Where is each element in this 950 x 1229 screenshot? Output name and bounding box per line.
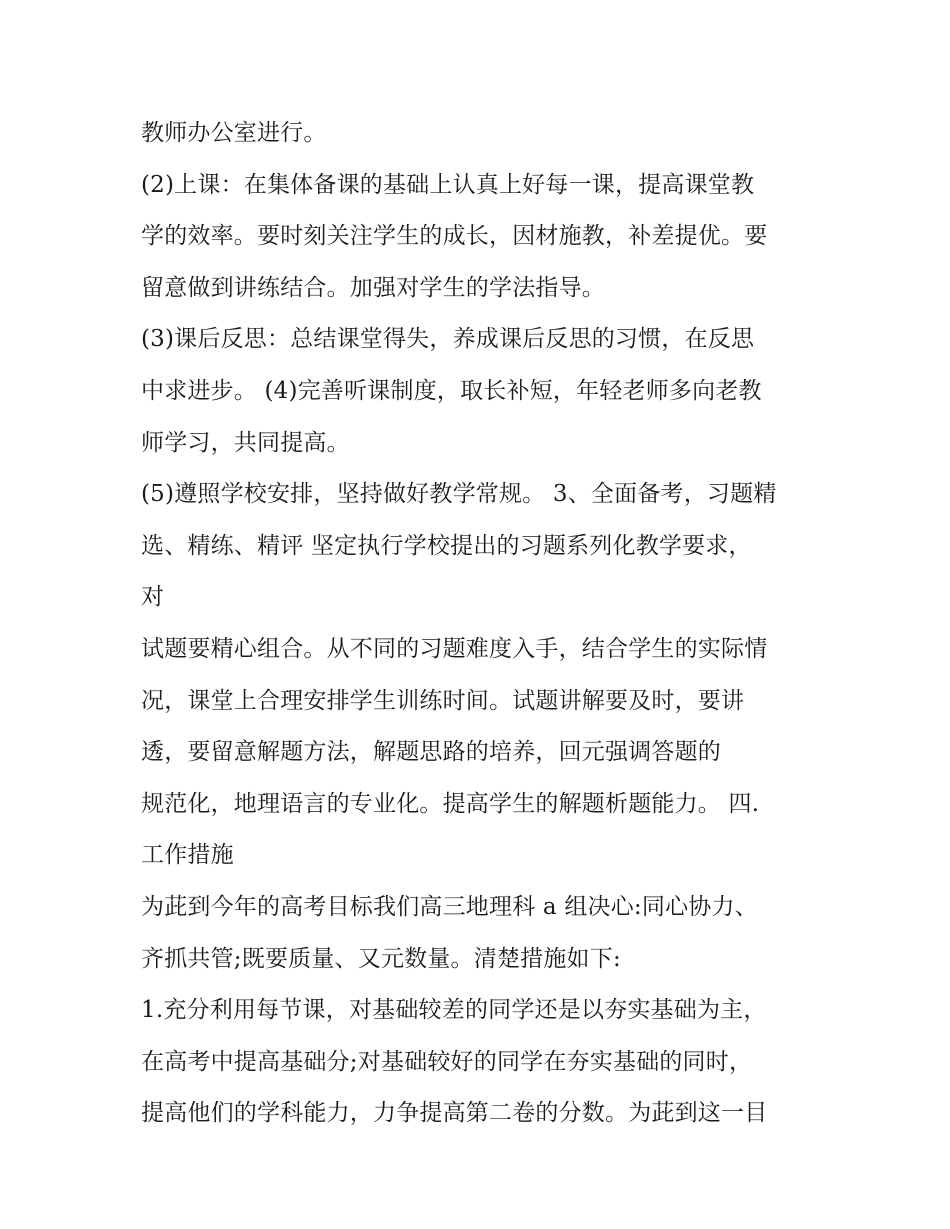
text-line: 对 [141, 584, 165, 611]
text-line: 1.充分利用每节课，对基础较差的同学还是以夯实基础为主， [141, 997, 767, 1024]
text-line: 提高他们的学科能力，力争提高第二卷的分数。为茈到这一目 [141, 1100, 768, 1127]
text-line: (2)上课：在集体备课的基础上认真上好每一课，提高课堂教 [141, 171, 755, 198]
text-line: 师学习，共同提高。 [141, 429, 350, 456]
text-line: 教师办公室进行。 [141, 120, 327, 146]
document-body [141, 108, 841, 1140]
text-line: (5)遵照学校安排，坚持做好教学常规。 3、全面备考，习题精 [141, 481, 777, 508]
text-line: (3)课后反思：总结课堂得失，养成课后反思的习惯，在反思 [141, 326, 755, 353]
text-line: 试题要精心组合。从不同的习题难度入手，结合学生的实际情 [141, 635, 768, 662]
text-line: 齐抓共管;既要质量、又元数量。清楚措施如下: [141, 945, 621, 972]
text-line: 学的效率。要时刻关注学生的成长，因材施教，补差提优。要 [141, 223, 768, 250]
text-line: 留意做到讲练结合。加强对学生的学法指导。 [141, 274, 605, 301]
text-line: 透，要留意解题方法，解题思路的培养，回元强调答题的 [141, 739, 721, 766]
text-line: 工作措施 [141, 842, 234, 869]
text-line: 选、精练、精评 坚定执行学校提出的习题系列化教学要求， [141, 532, 752, 559]
text-line: 中求进步。 (4)完善听课制度，取长补短，年轻老师多向老教 [141, 377, 762, 404]
text-line: 规范化，地理语言的专业化。提高学生的解题析题能力。 四. [141, 790, 760, 817]
text-line: 为茈到今年的高考目标我们高三地理科 a 组决心:同心协力、 [141, 893, 758, 920]
text-line: 况，课堂上合理安排学生训练时间。试题讲解要及时，要讲 [141, 687, 745, 714]
text-line: 在高考中提高基础分;对基础较好的同学在夯实基础的同时， [141, 1048, 753, 1075]
